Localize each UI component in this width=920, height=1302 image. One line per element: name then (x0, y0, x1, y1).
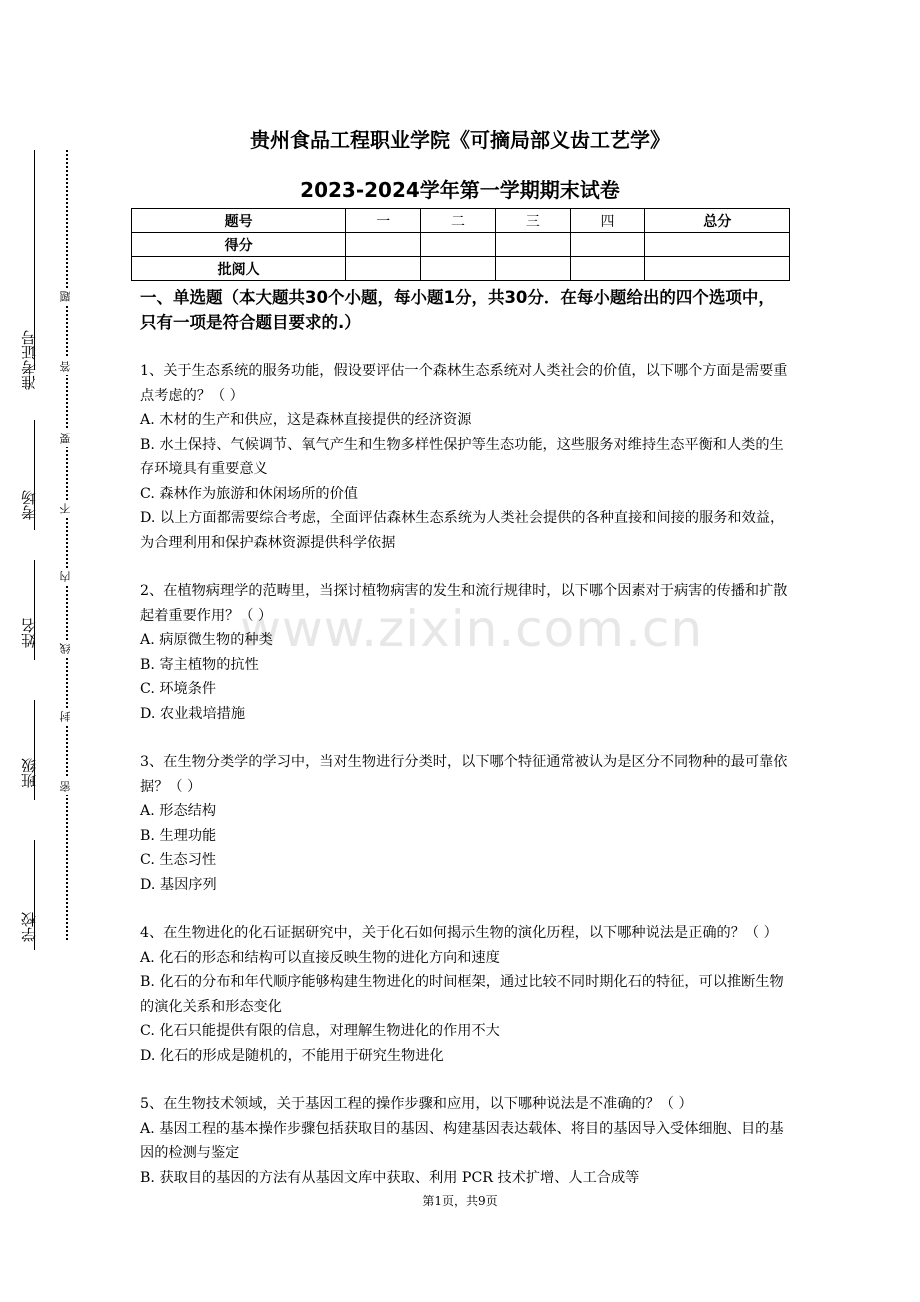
answer-option[interactable]: C. 生态习性 (140, 852, 217, 868)
class-label: 班级 (20, 758, 38, 788)
exam-title-term: 2023-2024学年第一学期期末试卷 (300, 178, 620, 202)
score-cell[interactable] (421, 233, 496, 257)
question-stem: 1、关于生态系统的服务功能，假设要评估一个森林生态系统对人类社会的价值，以下哪个方面是需要重点考虑的？（ ） (140, 363, 788, 404)
question-item (140, 579, 790, 726)
grader-cell[interactable] (346, 257, 421, 281)
answer-option[interactable]: D. 以上方面都需要综合考虑，全面评估森林生态系统为人类社会提供的各种直接和间接的服务和效益，为合理利用和保护森林资源提供科学依据 (140, 510, 785, 551)
question-item (140, 1092, 790, 1190)
answer-option[interactable]: B. 生理功能 (140, 827, 217, 844)
grader-cell[interactable] (421, 257, 496, 281)
grader-row-label: 批阅人 (132, 257, 346, 281)
answer-option[interactable]: C. 森林作为旅游和休闲场所的价值 (140, 485, 358, 502)
score-cell[interactable] (570, 233, 645, 257)
seal-char: 要 (58, 430, 74, 447)
answer-option[interactable]: B. 获取目的基因的方法有从基因文库中获取、利用 PCR 技术扩增、人工合成等 (140, 1169, 640, 1186)
seal-char: 密 (58, 778, 74, 795)
seal-char: 线 (58, 640, 74, 657)
answer-option[interactable]: A. 基因工程的基本操作步骤包括获取目的基因、构建基因表达载体、将目的基因导入受体细胞、目的基因的检测与鉴定 (140, 1120, 784, 1161)
answer-option[interactable]: A. 化石的形态和结构可以直接反映生物的进化方向和速度 (140, 949, 500, 966)
answer-option[interactable]: B. 寄主植物的抗性 (140, 656, 259, 673)
score-header-cell: 题号 (132, 209, 346, 233)
score-header-cell: 总分 (645, 209, 790, 233)
seal-char: 题 (58, 288, 74, 305)
score-header-cell: 一 (346, 209, 421, 233)
seal-char: 不 (58, 500, 74, 517)
answer-option[interactable]: A. 木材的生产和供应，这是森林直接提供的经济资源 (140, 412, 472, 428)
question-stem: 2、在植物病理学的范畴里，当探讨植物病害的发生和流行规律时，以下哪个因素对于病害的传播和扩散起着重要作用？（ ） (140, 583, 788, 624)
school-label: 学校 (20, 912, 38, 942)
question-item (140, 750, 790, 897)
grader-row (132, 257, 790, 281)
answer-option[interactable]: B. 水土保持、气候调节、氧气产生和生物多样性保护等生态功能，这些服务对维持生态平衡和人类的生存环境具有重要意义 (140, 436, 784, 477)
answer-option[interactable]: B. 化石的分布和年代顺序能够构建生物进化的时间框架，通过比较不同时期化石的特征，可以推断生物的演化关系和形态变化 (140, 974, 784, 1015)
answer-option[interactable]: A. 形态结构 (140, 803, 217, 819)
seal-char: 内 (58, 568, 74, 585)
answer-option[interactable]: D. 农业栽培措施 (140, 705, 246, 722)
grader-cell[interactable] (645, 257, 790, 281)
answer-option[interactable]: C. 环境条件 (140, 681, 217, 697)
question-stem: 4、在生物进化的化石证据研究中，关于化石如何揭示生物的演化历程，以下哪种说法是正确的？（ ） (140, 925, 778, 941)
score-cell[interactable] (346, 233, 421, 257)
exam-content (140, 285, 790, 1190)
seal-dotted-line (66, 150, 68, 940)
answer-option[interactable]: A. 病原微生物的种类 (140, 632, 273, 648)
score-row-label: 得分 (132, 233, 346, 257)
question-item (140, 359, 790, 555)
answer-option[interactable]: C. 化石只能提供有限的信息，对理解生物进化的作用不大 (140, 1023, 500, 1039)
exam-room-label: 考场 (20, 490, 38, 520)
seal-char: 封 (58, 708, 74, 725)
score-table-header-row (132, 209, 790, 233)
score-cell[interactable] (495, 233, 570, 257)
grader-cell[interactable] (570, 257, 645, 281)
score-row (132, 233, 790, 257)
answer-option[interactable]: D. 化石的形成是随机的，不能用于研究生物进化 (140, 1047, 444, 1064)
score-cell[interactable] (645, 233, 790, 257)
question-stem: 3、在生物分类学的学习中，当对生物进行分类时，以下哪个特征通常被认为是区分不同物种的最可靠依据？（ ） (140, 754, 788, 795)
page-footer: 第1页，共9页 (422, 1194, 498, 1208)
answer-option[interactable]: D. 基因序列 (140, 876, 217, 893)
score-header-cell: 三 (495, 209, 570, 233)
section-title: 一、单选题（本大题共30个小题，每小题1分，共30分．在每小题给出的四个选项中，只有一项是符合题目要求的.） (140, 288, 775, 332)
exam-title-school: 贵州食品工程职业学院《可摘局部义齿工艺学》 (250, 128, 670, 152)
score-header-cell: 四 (570, 209, 645, 233)
score-header-cell: 二 (421, 209, 496, 233)
question-stem: 5、在生物技术领域，关于基因工程的操作步骤和应用，以下哪种说法是不准确的？（ ） (140, 1096, 693, 1112)
watermark: www.zixin.com.cn (240, 600, 704, 658)
grader-cell[interactable] (495, 257, 570, 281)
exam-number-label: 准考证号 (20, 330, 38, 390)
seal-char: 答 (58, 358, 74, 375)
name-label: 姓名 (20, 618, 38, 648)
score-table (131, 208, 790, 281)
question-item (140, 921, 790, 1068)
binding-sidebar (0, 140, 80, 960)
